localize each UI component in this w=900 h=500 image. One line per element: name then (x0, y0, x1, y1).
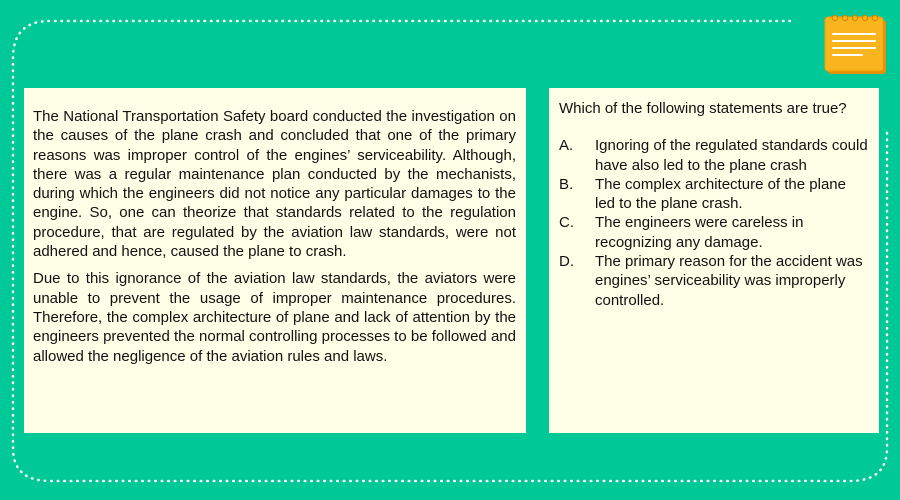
option-a[interactable] (559, 136, 869, 175)
option-c[interactable] (559, 213, 869, 252)
question-panel (549, 88, 879, 433)
passage-paragraph-1: The National Transportation Safety board conducted the investigation on the causes of the plane crash and concluded that one of the primary reasons was improper control of the engines’ serviceability. Although, there was a regular maintenance plan conducted by the mechanists, during which the engineers did not notice any particular damages to the engine. So, one can theorize that standards related to the regulation procedure, that are regulated by the aviation law standards, were not adhered and hence, caused the plane to crash. (33, 108, 516, 261)
option-b[interactable] (559, 175, 869, 214)
option-letter: C. (559, 214, 574, 232)
option-letter: A. (559, 137, 574, 155)
passage-paragraph-2: Due to this ignorance of the aviation law standards, the aviators were unable to prevent the usage of improper maintenance procedures. Therefore, the complex architecture of plane and lack of attention by the engineers prevented the normal controlling processes to be followed and allowed the negligence of the aviation rules and laws. (33, 270, 516, 365)
option-letter: B. (559, 175, 574, 193)
option-text: The primary reason for the accident was engines’ serviceability was improperly controlled. (595, 253, 863, 309)
option-text: The engineers were careless in recognizing any damage. (595, 214, 804, 251)
question-stem: Which of the following statements are true? (559, 100, 847, 117)
option-letter: D. (559, 253, 574, 271)
notepad-icon (822, 14, 888, 76)
option-text: The complex architecture of the plane led to the plane crash. (595, 175, 846, 213)
option-d[interactable] (559, 252, 869, 310)
passage-panel (24, 88, 526, 433)
option-text: Ignoring of the regulated standards could have also led to the plane crash (595, 137, 868, 174)
